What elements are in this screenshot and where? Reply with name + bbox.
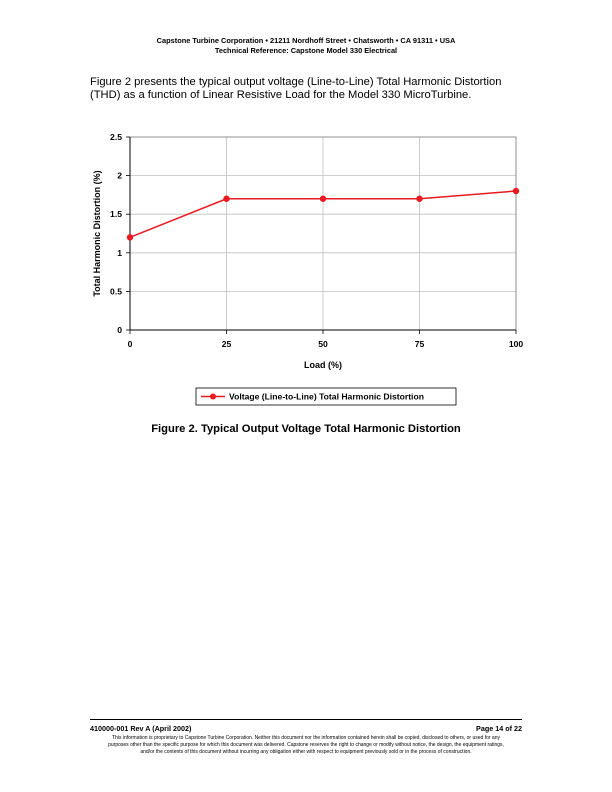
page-header bbox=[0, 36, 612, 55]
thd-chart bbox=[86, 125, 536, 420]
page-number: Page 14 of 22 bbox=[476, 724, 522, 733]
y-tick-label: 2.5 bbox=[110, 132, 122, 142]
y-axis-label: Total Harmonic Distortion (%) bbox=[92, 170, 102, 297]
x-tick-label: 75 bbox=[414, 339, 425, 349]
data-point bbox=[223, 196, 229, 202]
data-point bbox=[416, 196, 422, 202]
legend-label: Voltage (Line-to-Line) Total Harmonic Distortion bbox=[229, 391, 424, 402]
data-point bbox=[320, 196, 326, 202]
y-tick-label: 1 bbox=[117, 247, 122, 258]
figure-caption: Figure 2. Typical Output Voltage Total Harmonic Distortion bbox=[151, 423, 461, 435]
chart-grid bbox=[130, 137, 516, 330]
x-tick-label: 50 bbox=[318, 339, 328, 349]
x-tick-label: 0 bbox=[127, 339, 133, 349]
x-tick-label: 25 bbox=[221, 339, 232, 349]
intro-paragraph: Figure 2 presents the typical output voltage (Line-to-Line) Total Harmonic Distortion (THD) as a function of Linear Resistive Load for the Model 330 MicroTurbine. bbox=[90, 76, 502, 101]
y-tick-label: 1.5 bbox=[110, 209, 122, 220]
data-point bbox=[513, 188, 519, 194]
disclaimer bbox=[90, 735, 522, 756]
y-tick-label: 0.5 bbox=[110, 286, 122, 297]
x-axis-label: Load (%) bbox=[304, 360, 342, 370]
legend-marker bbox=[210, 394, 216, 400]
tick-labels bbox=[110, 132, 523, 349]
y-tick-label: 2 bbox=[117, 170, 122, 181]
disclaimer-line: This information is proprietary to Capstone Turbine Corporation. Neither this document nor the information contained herein shall be copied, disclosed to others, or used for any bbox=[112, 735, 500, 741]
header-reference-line: Technical Reference: Capstone Model 330 Electrical bbox=[214, 45, 398, 55]
header-company-line: Capstone Turbine Corporation • 21211 Nordhoff Street • Chatsworth • CA 91311 • USA bbox=[156, 36, 456, 45]
chart-legend bbox=[196, 388, 456, 405]
data-point bbox=[127, 234, 133, 240]
document-id: 410000-001 Rev A (April 2002) bbox=[90, 724, 192, 733]
footer-rule bbox=[90, 719, 522, 720]
y-tick-label: 0 bbox=[117, 325, 122, 335]
chart-axes bbox=[126, 137, 516, 334]
x-tick-label: 100 bbox=[508, 339, 524, 349]
disclaimer-line: and/or the contents of this document without incurring any obligation either with respect to equipment previously sold or in the process of construction. bbox=[140, 749, 472, 755]
disclaimer-line: purposes other than the specific purpose for which this document was delivered. Capstone reserves the right to change or modify without notice, the design, the equipment ratings, bbox=[108, 742, 504, 748]
